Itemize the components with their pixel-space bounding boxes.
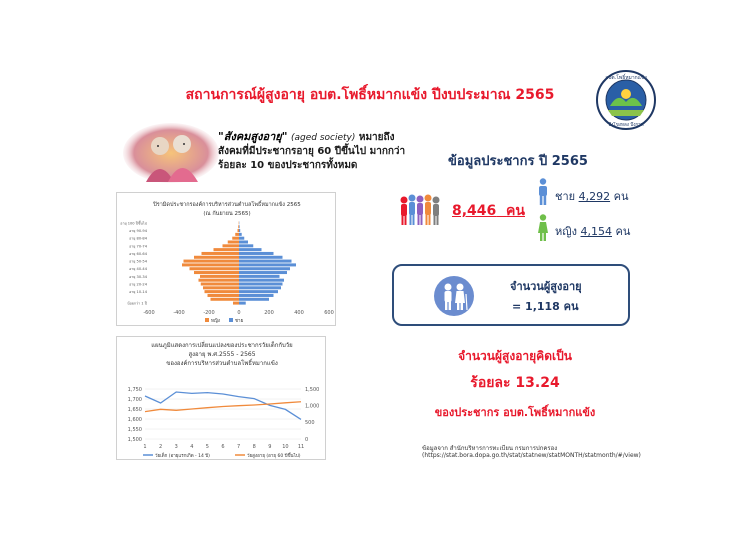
source-url: (https://stat.bora.dopa.go.th/stat/statnew/statMONTH/statmonth/#/view) [422, 452, 641, 459]
pyramid-y-tick: อายุ 100 ปีขึ้นไป [120, 221, 147, 226]
trend-y-right-tick: 1,000 [305, 403, 320, 410]
elderly-couple-photo [122, 122, 220, 184]
trend-x-tick: 7 [237, 444, 241, 450]
pyramid-bar [214, 248, 240, 251]
legend-elderly-label: วัยสูงอายุ (อายุ 60 ปีขึ้นไป) [247, 454, 301, 459]
pyramid-x-tick: -400 [173, 310, 185, 316]
people-group-icon [398, 192, 442, 228]
aged-society-definition [218, 130, 438, 173]
trend-x-tick: 5 [205, 444, 209, 450]
trend-x-tick: 10 [282, 444, 289, 450]
pyramid-bar [238, 225, 239, 228]
pyramid-bar [239, 294, 274, 297]
legend-male-label: ชาย [235, 319, 244, 324]
trend-x-tick: 1 [143, 444, 147, 450]
trend-x-tick: 3 [174, 444, 178, 450]
pyramid-subtitle: (ณ กันยายน 2565) [203, 211, 251, 217]
population-total-value: 8,446 [452, 203, 497, 219]
trend-y-right-tick: 1,500 [305, 386, 320, 393]
male-label: ชาย [555, 190, 576, 203]
pyramid-bar [235, 233, 239, 236]
trend-y-left-tick: 1,750 [127, 386, 142, 393]
pyramid-bar [199, 279, 240, 282]
pyramid-y-tick: อายุ 90-94 [129, 229, 147, 234]
pyramid-bar [239, 233, 242, 236]
pyramid-y-tick: อายุ 60-64 [129, 251, 147, 256]
pyramid-bar [200, 275, 239, 278]
trend-y-right-tick: 0 [305, 436, 309, 443]
trend-x-tick: 4 [190, 444, 194, 450]
trend-y-left-tick: 1,650 [127, 406, 142, 413]
pyramid-bar [239, 275, 280, 278]
pyramid-bar [211, 298, 240, 301]
legend-children-label: วัยเด็ก (อายุแรกเกิด - 14 ปี) [155, 454, 210, 459]
pyramid-y-tick: อายุ 10-14 [129, 290, 147, 295]
pyramid-bar [203, 286, 239, 289]
pyramid-bar [233, 302, 239, 305]
pyramid-bar [194, 256, 239, 259]
female-unit: คน [615, 225, 631, 238]
population-total-unit: คน [506, 203, 525, 219]
trend-series-line [145, 392, 301, 419]
elderly-count-card [392, 264, 630, 326]
pyramid-y-tick: อายุ 50-54 [129, 259, 147, 264]
pyramid-x-tick: 400 [294, 310, 304, 316]
trend-y-left-tick: 1,500 [127, 436, 142, 443]
trend-x-tick: 8 [252, 444, 256, 450]
pyramid-bar [194, 271, 239, 274]
elderly-label: จำนวนผู้สูงอายุ [510, 280, 582, 293]
definition-line3: ร้อยละ 10 ของประชากรทั้งหมด [218, 160, 358, 171]
pyramid-bar [205, 290, 240, 293]
pyramid-bar [239, 298, 269, 301]
male-value: 4,292 [578, 190, 611, 203]
pyramid-bar [190, 267, 240, 270]
pyramid-bar [238, 229, 240, 232]
pyramid-x-tick: 200 [264, 310, 274, 316]
legend-male-swatch [229, 318, 233, 322]
pyramid-bar [201, 282, 239, 285]
pyramid-bar [182, 263, 239, 266]
pyramid-y-tick: อายุ 80-84 [129, 236, 147, 241]
pyramid-bar [239, 244, 253, 247]
page-title: สถานการณ์ผู้สูงอายุ อบต.โพธิ์หมากแข้ง ปีงบประมาณ 2565 [185, 87, 555, 103]
pyramid-bar [239, 267, 290, 270]
trend-x-tick: 11 [297, 444, 305, 450]
male-unit: คน [613, 190, 629, 203]
pyramid-bar [239, 263, 296, 266]
pyramid-bar [239, 302, 246, 305]
pyramid-bar [208, 294, 240, 297]
pyramid-bar [239, 248, 262, 251]
pyramid-bar [239, 252, 274, 255]
pyramid-bar [202, 252, 240, 255]
pyramid-bar [228, 240, 239, 243]
elderly-percentage-heading: จำนวนผู้สูงอายุคิดเป็น [458, 349, 572, 363]
trend-x-tick: 9 [268, 444, 272, 450]
trend-y-left-tick: 1,700 [127, 396, 142, 403]
trend-x-tick: 6 [221, 444, 225, 450]
definition-term-en: (aged society) [290, 133, 356, 143]
trend-subtitle2: ขององค์การบริหารส่วนตำบลโพธิ์หมากแข้ง [166, 360, 278, 367]
organization-seal-logo [596, 70, 656, 130]
male-population [555, 187, 628, 205]
elderly-couple-icon [432, 276, 476, 316]
legend-female-label: หญิง [211, 319, 220, 324]
population-total [452, 200, 525, 222]
male-icon [537, 178, 549, 206]
definition-suffix: หมายถึง [358, 132, 395, 143]
pyramid-bar [239, 260, 292, 263]
trend-x-tick: 2 [159, 444, 163, 450]
pyramid-x-tick: -600 [143, 310, 155, 316]
pyramid-y-tick: อายุ 70-74 [129, 244, 147, 249]
elderly-percentage-value: ร้อยละ 13.24 [470, 375, 560, 391]
pyramid-bar [223, 244, 240, 247]
trend-subtitle1: สูงอายุ พ.ศ.2555 - 2565 [188, 351, 256, 358]
pyramid-bar [239, 271, 287, 274]
trend-y-right-tick: 500 [305, 420, 315, 427]
trend-y-left-tick: 1,550 [127, 426, 142, 433]
elderly-percentage-scope: ของประชากร อบต.โพธิ์หมากแข้ง [434, 406, 596, 419]
pyramid-bar [184, 260, 240, 263]
pyramid-x-tick: 0 [237, 310, 241, 316]
pyramid-bar [239, 290, 278, 293]
seal-bottom-text: บึงโขงหลง บึงกาฬ [608, 123, 644, 128]
pyramid-x-tick: 600 [324, 310, 334, 316]
pyramid-bar [232, 237, 239, 240]
age-trend-chart [116, 336, 326, 460]
pyramid-bar [239, 279, 284, 282]
seal-top-text: อบต.โพธิ์หมากแข้ง [605, 75, 647, 81]
trend-series-line [145, 402, 301, 412]
pyramid-svg [117, 193, 337, 327]
population-heading: ข้อมูลประชากร ปี 2565 [448, 154, 588, 169]
source-credit: ข้อมูลจาก สำนักบริหารการทะเบียน กรมการปกครอง [422, 445, 558, 452]
population-pyramid-chart [116, 192, 336, 326]
female-icon [537, 214, 549, 242]
female-population [555, 222, 630, 240]
pyramid-y-tick: น้อยกว่า 1 ปี [127, 301, 147, 306]
trend-svg [117, 337, 327, 461]
pyramid-bar [239, 225, 240, 228]
trend-title: แผนภูมิแสดงการเปลี่ยนแปลงของประชากรวัยเด็กกับวัย [151, 342, 293, 349]
female-value: 4,154 [580, 225, 612, 238]
definition-term: "สังคมสูงอายุ" [218, 130, 288, 143]
pyramid-bar [239, 256, 283, 259]
pyramid-y-tick: อายุ 30-34 [129, 274, 147, 279]
elderly-count: = 1,118 คน [512, 300, 579, 313]
pyramid-y-tick: อายุ 40-44 [129, 267, 147, 272]
pyramid-bar [239, 240, 248, 243]
pyramid-y-tick: อายุ 20-24 [129, 282, 147, 287]
trend-y-left-tick: 1,600 [127, 416, 142, 423]
legend-female-swatch [205, 318, 209, 322]
pyramid-bar [239, 229, 240, 232]
pyramid-bar [239, 237, 244, 240]
pyramid-title: ปิรามิดประชากรองค์การบริหารส่วนตำบลโพธิ์หมากแข้ง 2565 [153, 202, 301, 208]
pyramid-bar [239, 286, 281, 289]
female-label: หญิง [555, 225, 577, 238]
pyramid-bar [239, 282, 283, 285]
definition-line2: สังคมที่มีประชากรอายุ 60 ปีขึ้นไป มากกว่า [218, 146, 406, 157]
pyramid-x-tick: -200 [203, 310, 215, 316]
